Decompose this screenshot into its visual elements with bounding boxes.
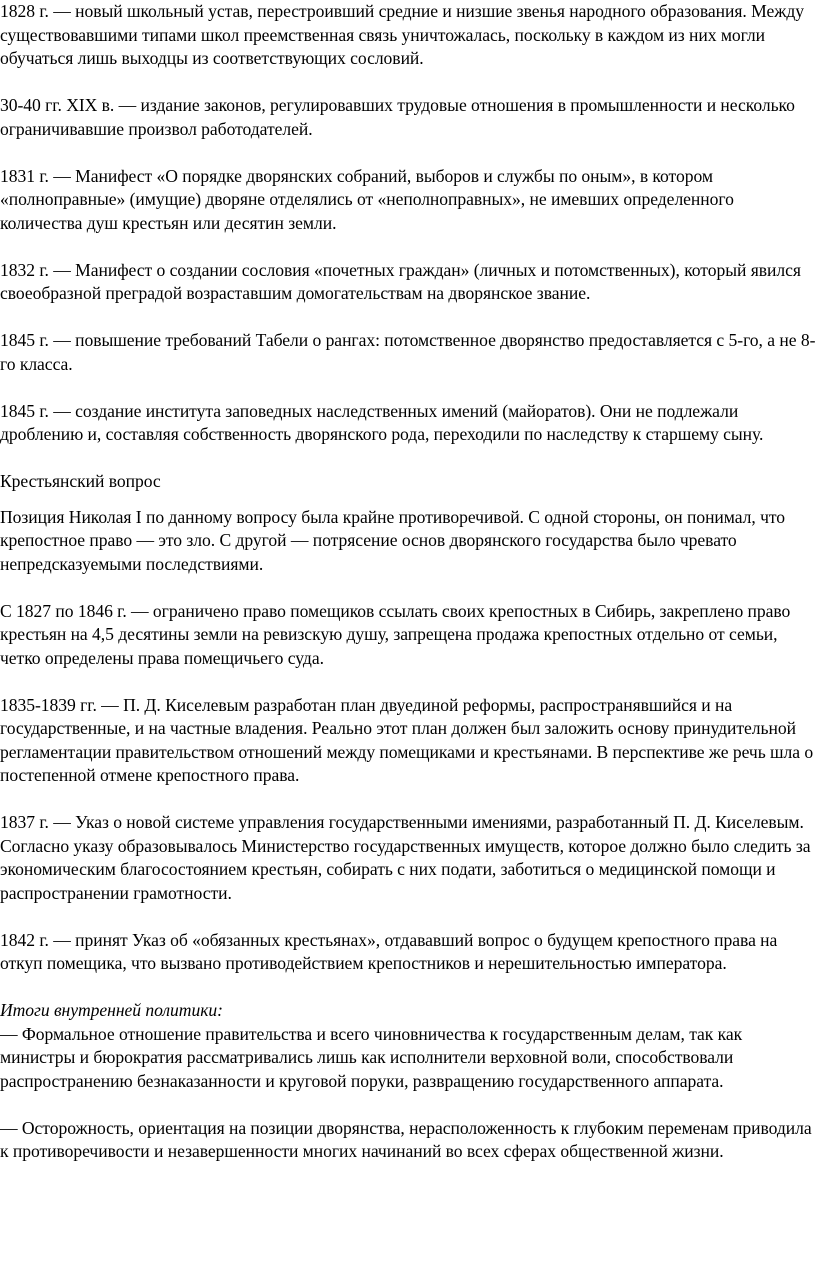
paragraph-1830s-labor-laws: 30-40 гг. XIX в. — издание законов, регулировавших трудовые отношения в промышленности и несколько ограничивавшие произвол работодателей. [0, 95, 795, 139]
results-item: — Осторожность, ориентация на позиции дворянства, нерасположенность к глубоким переменам приводила к противоречивости и незавершенности многих начинаний во всех сферах общественной жизни. [0, 1117, 812, 1161]
paragraph-1845-majorats: 1845 г. — создание института заповедных наследственных имений (майоратов). Они не подлежали дроблению и, составляя собственность дворянского рода, переходили по наследству к старшему сыну. [0, 400, 764, 444]
results-heading: Итоги внутренней политики: [0, 1000, 223, 1020]
paragraph-1828-school-charter: 1828 г. — новый школьный устав, перестроивший средние и низшие звенья народного образования. Между существовавшими типами школ преемственная связь уничтожалась, поскольку в каждом из них могли обучаться лишь выходцы из соответствующих сословий. [0, 1, 804, 68]
paragraph-1831-manifesto: 1831 г. — Манифест «О порядке дворянских собраний, выборов и службы по оным», в котором «полноправные» (имущие) дворяне отделялись от «неполноправных», не имевших определенного количества душ крестьян или десятин земли. [0, 165, 734, 233]
paragraph-1835-1839-kiselev-plan: 1835-1839 гг. — П. Д. Киселевым разработан план двуединой реформы, распространявшийся и на государственные, и на частные владения. Реально этот план должен был заложить основу принудительной регламентации правительством отношений между помещиками и крестьянами. В перспективе же речь шла о постепенной отмене крепостного права. [0, 694, 814, 785]
paragraph-1827-1846: С 1827 по 1846 г. — ограничено право помещиков ссылать своих крепостных в Сибирь, закреплено право крестьян на 4,5 десятины земли на ревизскую душу, запрещена продажа крепостных отдельно от семьи, четко определены права помещичьего суда. [0, 600, 791, 668]
paragraph-nicholas-position: Позиция Николая I по данному вопросу была крайне противоречивой. С одной стороны, он понимал, что крепостное право — это зло. С другой — потрясение основ дворянского государства было чревато непредсказуемыми последствиями. [0, 506, 786, 574]
section-heading-peasant-question: Крестьянский вопрос [0, 471, 161, 491]
paragraph-1845-table-of-ranks: 1845 г. — повышение требований Табели о рангах: потомственное дворянство предоставляется с 5-го, а не 8-го класса. [0, 330, 816, 374]
paragraph-1842-obliged-peasants: 1842 г. — принят Указ об «обязанных крестьянах», отдававший вопрос о будущем крепостного права на откуп помещика, что вызвано противодействием крепостников и нерешительностью императора. [0, 929, 778, 973]
paragraph-1832-honorary-citizens: 1832 г. — Манифест о создании сословия «почетных граждан» (личных и потомственных), который явился своеобразной преградой возраставшим домогательствам на дворянское звание. [0, 259, 801, 303]
paragraph-1837-decree: 1837 г. — Указ о новой системе управления государственными имениями, разработанный П. Д. Киселевым. Согласно указу образовывалось Министерство государственных имуществ, которое должно было следить за экономическим благосостоянием крестьян, собирать с них подати, заботиться о медицинской помощи и распространении грамотности. [0, 812, 811, 903]
results-item: — Формальное отношение правительства и всего чиновничества к государственным делам, так как министры и бюрократия рассматривались лишь как исполнители верховной воли, способствовали распространению безнаказанности и круговой поруки, развращению государственного аппарата. [0, 1023, 743, 1091]
